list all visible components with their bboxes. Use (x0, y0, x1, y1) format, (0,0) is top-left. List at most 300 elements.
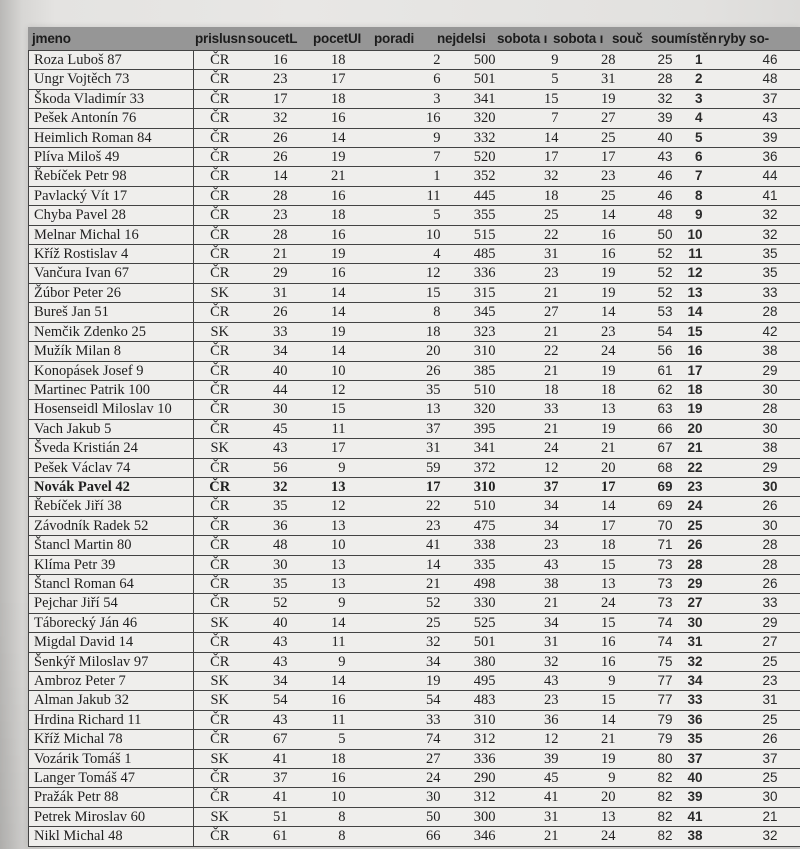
country-cell: ČR (194, 477, 246, 496)
nejdelsi-cell: 510 (447, 497, 502, 516)
pocet-cell: 13 (294, 477, 352, 496)
soumisten-cell: 7 (679, 167, 719, 186)
soucet-cell: 56 (246, 458, 294, 477)
sobota2-cell: 16 (565, 245, 622, 264)
country-cell: ČR (194, 827, 246, 846)
soumisten-cell: 1 (679, 51, 719, 70)
table-row (29, 730, 800, 749)
souc-cell: 77 (622, 672, 679, 691)
soucet-cell: 14 (246, 167, 294, 186)
poradi-cell: 21 (352, 574, 447, 593)
results-sheet (28, 27, 800, 847)
player-name-cell: Alman Jakub 32 (29, 691, 194, 710)
country-cell: SK (194, 749, 246, 768)
soucet-cell: 29 (246, 264, 294, 283)
soucet-cell: 26 (246, 148, 294, 167)
player-name-cell: Bureš Jan 51 (29, 303, 194, 322)
player-name-cell: Hrdina Richard 11 (29, 710, 194, 729)
country-cell: ČR (194, 303, 246, 322)
sobota2-cell: 23 (565, 322, 622, 341)
sobota2-cell: 16 (565, 225, 622, 244)
sobota2-cell: 16 (565, 652, 622, 671)
pocet-cell: 16 (294, 225, 352, 244)
soucet-cell: 23 (246, 206, 294, 225)
souc-cell: 82 (622, 788, 679, 807)
souc-cell: 73 (622, 594, 679, 613)
soumisten-cell: 21 (679, 439, 719, 458)
sobota1-cell: 39 (502, 749, 565, 768)
sobota1-cell: 36 (502, 710, 565, 729)
nejdelsi-cell: 290 (447, 769, 502, 788)
poradi-cell: 26 (352, 361, 447, 380)
nejdelsi-cell: 338 (447, 536, 502, 555)
pocet-cell: 19 (294, 322, 352, 341)
nejdelsi-cell: 355 (447, 206, 502, 225)
poradi-cell: 22 (352, 497, 447, 516)
sobota1-cell: 31 (502, 245, 565, 264)
sobota2-cell: 14 (565, 206, 622, 225)
souc-cell: 54 (622, 322, 679, 341)
pocet-cell: 9 (294, 458, 352, 477)
soumisten-cell: 24 (679, 497, 719, 516)
ryby-cell: 29 (719, 458, 800, 477)
nejdelsi-cell: 346 (447, 827, 502, 846)
pocet-cell: 13 (294, 516, 352, 535)
soumisten-cell: 3 (679, 89, 719, 108)
soucet-cell: 45 (246, 419, 294, 438)
table-row (29, 342, 800, 361)
table-row (29, 536, 800, 555)
pocet-cell: 16 (294, 109, 352, 128)
nejdelsi-cell: 475 (447, 516, 502, 535)
table-row (29, 788, 800, 807)
pocet-cell: 16 (294, 186, 352, 205)
souc-cell: 52 (622, 264, 679, 283)
soumisten-cell: 8 (679, 186, 719, 205)
poradi-cell: 7 (352, 148, 447, 167)
nejdelsi-cell: 498 (447, 574, 502, 593)
poradi-cell: 37 (352, 419, 447, 438)
sobota1-cell: 21 (502, 594, 565, 613)
nejdelsi-cell: 336 (447, 749, 502, 768)
sobota1-cell: 24 (502, 439, 565, 458)
country-cell: SK (194, 807, 246, 826)
country-cell: ČR (194, 497, 246, 516)
sobota1-cell: 5 (502, 70, 565, 89)
sobota1-cell: 43 (502, 672, 565, 691)
souc-cell: 39 (622, 109, 679, 128)
ryby-cell: 29 (719, 361, 800, 380)
player-name-cell: Petrek Miroslav 60 (29, 807, 194, 826)
ryby-cell: 28 (719, 536, 800, 555)
soucet-cell: 61 (246, 827, 294, 846)
sobota1-cell: 7 (502, 109, 565, 128)
player-name-cell: Chyba Pavel 28 (29, 206, 194, 225)
soucet-cell: 26 (246, 303, 294, 322)
poradi-cell: 15 (352, 283, 447, 302)
sobota1-cell: 17 (502, 148, 565, 167)
nejdelsi-cell: 341 (447, 439, 502, 458)
sobota1-cell: 23 (502, 691, 565, 710)
sobota2-cell: 21 (565, 730, 622, 749)
player-name-cell: Roza Luboš 87 (29, 51, 194, 70)
soumisten-cell: 5 (679, 128, 719, 147)
column-header-soumisten: soumístěn (651, 31, 717, 46)
soucet-cell: 67 (246, 730, 294, 749)
sobota2-cell: 19 (565, 419, 622, 438)
soucet-cell: 33 (246, 322, 294, 341)
sobota1-cell: 23 (502, 264, 565, 283)
soucet-cell: 30 (246, 555, 294, 574)
souc-cell: 73 (622, 555, 679, 574)
nejdelsi-cell: 310 (447, 342, 502, 361)
player-name-cell: Pešek Václav 74 (29, 458, 194, 477)
souc-cell: 69 (622, 477, 679, 496)
country-cell: SK (194, 322, 246, 341)
ryby-cell: 28 (719, 555, 800, 574)
souc-cell: 53 (622, 303, 679, 322)
soucet-cell: 43 (246, 439, 294, 458)
ryby-cell: 30 (719, 419, 800, 438)
table-row (29, 51, 800, 70)
pocet-cell: 17 (294, 70, 352, 89)
sobota2-cell: 17 (565, 516, 622, 535)
nejdelsi-cell: 501 (447, 70, 502, 89)
souc-cell: 25 (622, 51, 679, 70)
poradi-cell: 31 (352, 439, 447, 458)
poradi-cell: 14 (352, 555, 447, 574)
ryby-cell: 36 (719, 148, 800, 167)
soucet-cell: 54 (246, 691, 294, 710)
table-row (29, 439, 800, 458)
soucet-cell: 32 (246, 109, 294, 128)
nejdelsi-cell: 372 (447, 458, 502, 477)
country-cell: ČR (194, 380, 246, 399)
country-cell: ČR (194, 458, 246, 477)
nejdelsi-cell: 445 (447, 186, 502, 205)
pocet-cell: 11 (294, 633, 352, 652)
soucet-cell: 32 (246, 477, 294, 496)
nejdelsi-cell: 485 (447, 245, 502, 264)
country-cell: ČR (194, 70, 246, 89)
soucet-cell: 21 (246, 245, 294, 264)
ryby-cell: 43 (719, 109, 800, 128)
country-cell: ČR (194, 594, 246, 613)
nejdelsi-cell: 520 (447, 148, 502, 167)
sobota1-cell: 14 (502, 128, 565, 147)
table-row (29, 303, 800, 322)
sobota2-cell: 21 (565, 439, 622, 458)
table-row (29, 361, 800, 380)
soucet-cell: 16 (246, 51, 294, 70)
ryby-cell: 38 (719, 342, 800, 361)
ryby-cell: 44 (719, 167, 800, 186)
nejdelsi-cell: 345 (447, 303, 502, 322)
poradi-cell: 74 (352, 730, 447, 749)
player-name-cell: Ungr Vojtěch 73 (29, 70, 194, 89)
souc-cell: 40 (622, 128, 679, 147)
player-name-cell: Táborecký Ján 46 (29, 613, 194, 632)
ryby-cell: 26 (719, 730, 800, 749)
nejdelsi-cell: 312 (447, 730, 502, 749)
soucet-cell: 26 (246, 128, 294, 147)
sobota1-cell: 18 (502, 186, 565, 205)
souc-cell: 66 (622, 419, 679, 438)
table-row (29, 574, 800, 593)
sobota1-cell: 23 (502, 536, 565, 555)
pocet-cell: 18 (294, 749, 352, 768)
ryby-cell: 29 (719, 613, 800, 632)
results-table (28, 50, 800, 847)
pocet-cell: 8 (294, 827, 352, 846)
sobota1-cell: 22 (502, 225, 565, 244)
player-name-cell: Nemčik Zdenko 25 (29, 322, 194, 341)
soumisten-cell: 26 (679, 536, 719, 555)
ryby-cell: 37 (719, 749, 800, 768)
nejdelsi-cell: 323 (447, 322, 502, 341)
soucet-cell: 34 (246, 342, 294, 361)
sobota2-cell: 19 (565, 283, 622, 302)
ryby-cell: 35 (719, 264, 800, 283)
pocet-cell: 14 (294, 672, 352, 691)
poradi-cell: 66 (352, 827, 447, 846)
player-name-cell: Štancl Martin 80 (29, 536, 194, 555)
soumisten-cell: 4 (679, 109, 719, 128)
nejdelsi-cell: 352 (447, 167, 502, 186)
ryby-cell: 32 (719, 827, 800, 846)
pocet-cell: 19 (294, 245, 352, 264)
player-name-cell: Pejchar Jiří 54 (29, 594, 194, 613)
player-name-cell: Martinec Patrik 100 (29, 380, 194, 399)
table-row (29, 283, 800, 302)
sobota2-cell: 28 (565, 51, 622, 70)
soucet-cell: 28 (246, 225, 294, 244)
table-row (29, 613, 800, 632)
ryby-cell: 37 (719, 89, 800, 108)
sobota1-cell: 21 (502, 322, 565, 341)
ryby-cell: 48 (719, 70, 800, 89)
souc-cell: 70 (622, 516, 679, 535)
poradi-cell: 19 (352, 672, 447, 691)
souc-cell: 52 (622, 283, 679, 302)
souc-cell: 68 (622, 458, 679, 477)
soumisten-cell: 35 (679, 730, 719, 749)
poradi-cell: 18 (352, 322, 447, 341)
sobota2-cell: 17 (565, 477, 622, 496)
souc-cell: 46 (622, 186, 679, 205)
table-row (29, 186, 800, 205)
soumisten-cell: 17 (679, 361, 719, 380)
sobota2-cell: 18 (565, 536, 622, 555)
player-name-cell: Kříž Michal 78 (29, 730, 194, 749)
pocet-cell: 11 (294, 710, 352, 729)
nejdelsi-cell: 395 (447, 419, 502, 438)
table-row (29, 400, 800, 419)
sobota2-cell: 9 (565, 672, 622, 691)
country-cell: ČR (194, 516, 246, 535)
country-cell: ČR (194, 109, 246, 128)
nejdelsi-cell: 315 (447, 283, 502, 302)
sobota1-cell: 32 (502, 652, 565, 671)
pocet-cell: 12 (294, 380, 352, 399)
sobota2-cell: 15 (565, 691, 622, 710)
pocet-cell: 14 (294, 342, 352, 361)
nejdelsi-cell: 335 (447, 555, 502, 574)
country-cell: ČR (194, 51, 246, 70)
sobota1-cell: 25 (502, 206, 565, 225)
soumisten-cell: 31 (679, 633, 719, 652)
poradi-cell: 59 (352, 458, 447, 477)
soucet-cell: 48 (246, 536, 294, 555)
country-cell: ČR (194, 225, 246, 244)
soumisten-cell: 13 (679, 283, 719, 302)
country-cell: ČR (194, 710, 246, 729)
pocet-cell: 10 (294, 788, 352, 807)
sobota2-cell: 15 (565, 555, 622, 574)
sobota2-cell: 24 (565, 827, 622, 846)
soumisten-cell: 15 (679, 322, 719, 341)
player-name-cell: Žúbor Peter 26 (29, 283, 194, 302)
poradi-cell: 12 (352, 264, 447, 283)
table-row (29, 497, 800, 516)
country-cell: ČR (194, 574, 246, 593)
poradi-cell: 5 (352, 206, 447, 225)
sobota2-cell: 19 (565, 264, 622, 283)
country-cell: ČR (194, 148, 246, 167)
soucet-cell: 31 (246, 283, 294, 302)
country-cell: SK (194, 283, 246, 302)
ryby-cell: 30 (719, 516, 800, 535)
country-cell: ČR (194, 264, 246, 283)
pocet-cell: 10 (294, 361, 352, 380)
soucet-cell: 43 (246, 633, 294, 652)
table-row (29, 477, 800, 496)
nejdelsi-cell: 300 (447, 807, 502, 826)
table-row (29, 458, 800, 477)
ryby-cell: 30 (719, 477, 800, 496)
column-header-poradi: poradi (374, 31, 415, 46)
sobota1-cell: 21 (502, 419, 565, 438)
poradi-cell: 4 (352, 245, 447, 264)
souc-cell: 43 (622, 148, 679, 167)
ryby-cell: 27 (719, 633, 800, 652)
nejdelsi-cell: 495 (447, 672, 502, 691)
souc-cell: 67 (622, 439, 679, 458)
ryby-cell: 25 (719, 652, 800, 671)
soumisten-cell: 32 (679, 652, 719, 671)
souc-cell: 69 (622, 497, 679, 516)
pocet-cell: 15 (294, 400, 352, 419)
sobota1-cell: 34 (502, 613, 565, 632)
soucet-cell: 34 (246, 672, 294, 691)
souc-cell: 75 (622, 652, 679, 671)
sobota2-cell: 13 (565, 400, 622, 419)
ryby-cell: 32 (719, 206, 800, 225)
soucet-cell: 23 (246, 70, 294, 89)
ryby-cell: 25 (719, 769, 800, 788)
sobota2-cell: 19 (565, 749, 622, 768)
ryby-cell: 26 (719, 574, 800, 593)
souc-cell: 74 (622, 633, 679, 652)
column-header-jmeno: jmeno (32, 31, 71, 46)
soumisten-cell: 27 (679, 594, 719, 613)
nejdelsi-cell: 310 (447, 477, 502, 496)
country-cell: ČR (194, 128, 246, 147)
soumisten-cell: 10 (679, 225, 719, 244)
poradi-cell: 1 (352, 167, 447, 186)
player-name-cell: Migdal David 14 (29, 633, 194, 652)
country-cell: ČR (194, 400, 246, 419)
player-name-cell: Vančura Ivan 67 (29, 264, 194, 283)
souc-cell: 74 (622, 613, 679, 632)
sobota1-cell: 27 (502, 303, 565, 322)
soumisten-cell: 6 (679, 148, 719, 167)
nejdelsi-cell: 483 (447, 691, 502, 710)
poradi-cell: 3 (352, 89, 447, 108)
player-name-cell: Nikl Michal 48 (29, 827, 194, 846)
soucet-cell: 35 (246, 497, 294, 516)
sobota1-cell: 32 (502, 167, 565, 186)
country-cell: ČR (194, 342, 246, 361)
soumisten-cell: 14 (679, 303, 719, 322)
souc-cell: 82 (622, 769, 679, 788)
soumisten-cell: 40 (679, 769, 719, 788)
poradi-cell: 35 (352, 380, 447, 399)
table-row (29, 264, 800, 283)
nejdelsi-cell: 500 (447, 51, 502, 70)
table-row (29, 633, 800, 652)
nejdelsi-cell: 310 (447, 710, 502, 729)
player-name-cell: Novák Pavel 42 (29, 477, 194, 496)
ryby-cell: 25 (719, 710, 800, 729)
player-name-cell: Šveda Kristián 24 (29, 439, 194, 458)
sobota2-cell: 31 (565, 70, 622, 89)
poradi-cell: 8 (352, 303, 447, 322)
soumisten-cell: 41 (679, 807, 719, 826)
sobota2-cell: 16 (565, 633, 622, 652)
soucet-cell: 17 (246, 89, 294, 108)
souc-cell: 28 (622, 70, 679, 89)
pocet-cell: 10 (294, 536, 352, 555)
sobota1-cell: 12 (502, 730, 565, 749)
soucet-cell: 41 (246, 788, 294, 807)
souc-cell: 32 (622, 89, 679, 108)
sobota1-cell: 21 (502, 361, 565, 380)
table-row (29, 225, 800, 244)
sobota1-cell: 38 (502, 574, 565, 593)
table-row (29, 380, 800, 399)
results-table-body (29, 51, 800, 847)
ryby-cell: 32 (719, 225, 800, 244)
soucet-cell: 37 (246, 769, 294, 788)
country-cell: SK (194, 613, 246, 632)
poradi-cell: 16 (352, 109, 447, 128)
sobota1-cell: 22 (502, 342, 565, 361)
poradi-cell: 54 (352, 691, 447, 710)
player-name-cell: Heimlich Roman 84 (29, 128, 194, 147)
sobota1-cell: 43 (502, 555, 565, 574)
souc-cell: 73 (622, 574, 679, 593)
table-row (29, 672, 800, 691)
player-name-cell: Pavlacký Vít 17 (29, 186, 194, 205)
nejdelsi-cell: 385 (447, 361, 502, 380)
sobota2-cell: 25 (565, 186, 622, 205)
souc-cell: 71 (622, 536, 679, 555)
poradi-cell: 34 (352, 652, 447, 671)
country-cell: SK (194, 672, 246, 691)
souc-cell: 52 (622, 245, 679, 264)
table-row (29, 245, 800, 264)
